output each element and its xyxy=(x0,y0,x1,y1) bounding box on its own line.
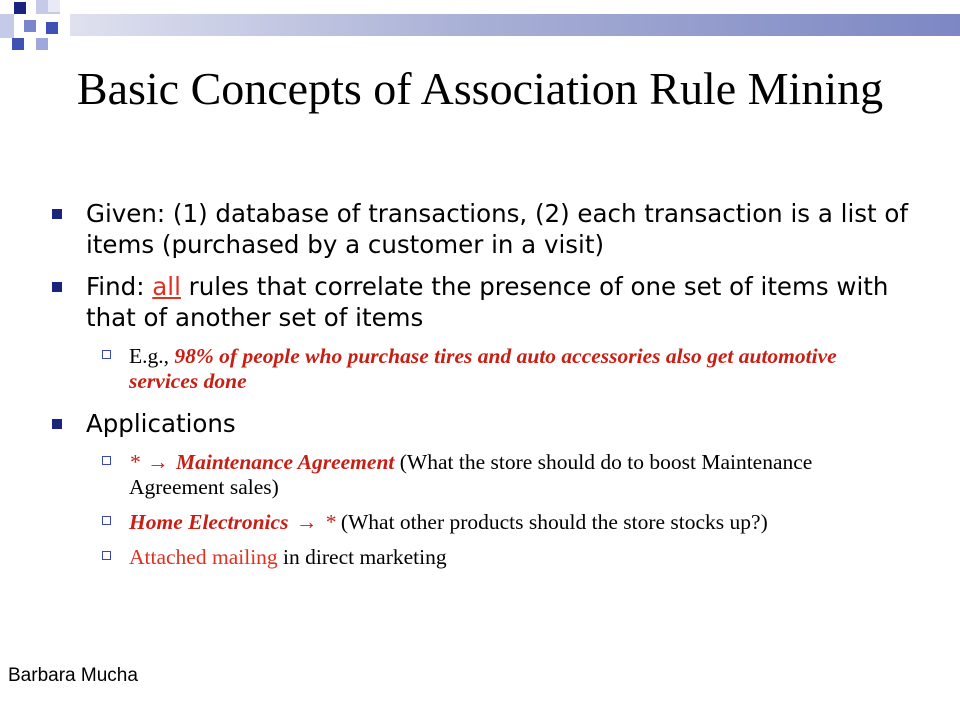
example-prefix: E.g., xyxy=(129,344,175,368)
deco-square xyxy=(12,38,24,50)
square-bullet-icon xyxy=(52,209,62,219)
bullet-given xyxy=(50,198,910,260)
app2-emphasis: Home Electronics xyxy=(129,510,289,534)
sub-bullet-example xyxy=(50,344,910,394)
bullet-find xyxy=(50,271,910,333)
deco-square xyxy=(0,14,14,38)
slide-title: Basic Concepts of Association Rule Mining xyxy=(76,63,884,114)
header-decoration xyxy=(0,0,960,60)
deco-square xyxy=(48,0,60,12)
square-bullet-icon xyxy=(52,282,62,292)
given-text: Given: (1) database of transactions, (2) each transaction is a list of items (purchased by a customer in a visit) xyxy=(86,199,909,259)
author-footer: Barbara Mucha xyxy=(8,665,138,686)
applications-text: Applications xyxy=(86,409,236,438)
find-suffix: rules that correlate the presence of one set of items with that of another set of items xyxy=(86,272,889,332)
sub-bullet-app3 xyxy=(50,545,910,570)
app3-emphasis: Attached mailing xyxy=(129,545,278,569)
app2-rest: (What other products should the store stocks up?) xyxy=(335,510,768,534)
app1-emphasis: Maintenance Agreement xyxy=(176,450,395,474)
bullet-applications xyxy=(50,408,910,439)
app2-star: * xyxy=(324,510,336,534)
sub-bullet-app1 xyxy=(50,450,910,500)
hollow-square-bullet-icon xyxy=(102,516,111,525)
sub-bullet-app2 xyxy=(50,510,910,535)
find-prefix: Find: xyxy=(86,272,153,301)
deco-square xyxy=(36,38,48,50)
right-arrow-icon: → xyxy=(147,450,169,474)
app1-rest: (What the store should do to boost Maintenance Agreement sales) xyxy=(129,450,813,499)
header-gradient-bar xyxy=(70,14,960,36)
hollow-square-bullet-icon xyxy=(102,456,111,465)
example-emphasis: 98% of people who purchase tires and auto accessories also get automotive services done xyxy=(129,344,837,393)
slide-content xyxy=(50,198,910,580)
square-bullet-icon xyxy=(52,419,62,429)
deco-square xyxy=(46,22,58,34)
hollow-square-bullet-icon xyxy=(102,350,111,359)
app1-star: * xyxy=(129,450,140,474)
hollow-square-bullet-icon xyxy=(102,551,111,560)
right-arrow-icon: → xyxy=(295,510,318,534)
deco-square xyxy=(24,20,36,32)
find-emphasis: all xyxy=(152,272,181,301)
app3-rest: in direct marketing xyxy=(277,545,447,569)
deco-square xyxy=(14,2,26,14)
